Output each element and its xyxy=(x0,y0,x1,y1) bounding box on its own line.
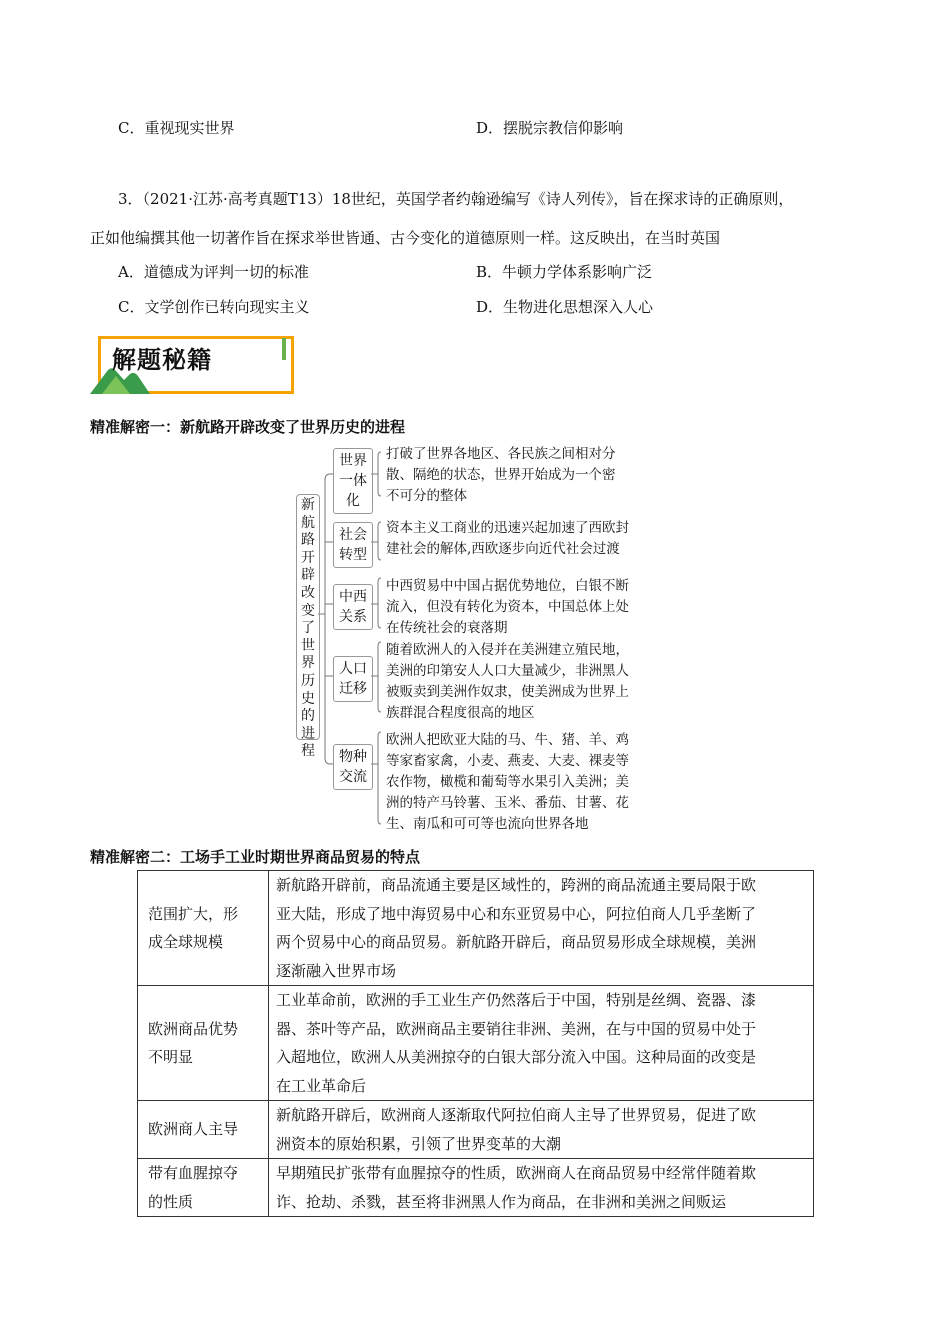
value-line: 逐渐融入世界市场 xyxy=(276,961,397,980)
banner-title: 解题秘籍 xyxy=(112,346,212,374)
row-value xyxy=(269,986,814,1101)
key-line: 欧洲商人主导 xyxy=(148,1120,239,1139)
detail-line: 建社会的解体,西欧逐步向近代社会过渡 xyxy=(386,541,620,557)
detail-line: 资本主义工商业的迅速兴起加速了西欧封 xyxy=(386,520,629,536)
question3-option-c: C．文学创作已转向现实主义 xyxy=(118,298,310,316)
detail-line: 在传统社会的衰落期 xyxy=(386,620,508,636)
section2-title: 精准解密二：工场手工业时期世界商品贸易的特点 xyxy=(90,848,421,866)
branch-detail xyxy=(386,576,661,639)
value-line: 在工业革命后 xyxy=(276,1076,367,1095)
trade-features-table xyxy=(137,870,814,1217)
banner-accent-bar xyxy=(282,338,286,360)
detail-line: 洲的特产马铃薯、玉米、番茄、甘薯、花 xyxy=(386,795,629,811)
mind-map xyxy=(292,444,662,834)
branch-label: 社会 转型 xyxy=(333,522,373,568)
option-c: C．重视现实世界 xyxy=(118,119,235,137)
value-line: 新航路开辟前，商品流通主要是区域性的，跨洲的商品流通主要局限于欧 xyxy=(276,876,757,894)
row-value xyxy=(269,1159,814,1217)
table-row xyxy=(138,1101,814,1159)
mind-map-root: 新 航 路 开 辟 改 变 了 世 界 历 史 的 进 程 xyxy=(296,494,320,740)
section-banner xyxy=(90,332,298,394)
table-row xyxy=(138,986,814,1101)
table-row xyxy=(138,1159,814,1217)
question3-option-a: A．道德成为评判一切的标准 xyxy=(118,263,309,281)
section1-title: 精准解密一：新航路开辟改变了世界历史的进程 xyxy=(90,418,406,436)
detail-line: 等家畜家禽，小麦、燕麦、大麦、裸麦等 xyxy=(386,753,629,769)
table-row xyxy=(138,871,814,986)
row-key xyxy=(138,1159,269,1217)
detail-line: 流入，但没有转化为资本，中国总体上处 xyxy=(386,599,629,615)
key-line: 的性质 xyxy=(148,1192,194,1211)
branch-detail xyxy=(386,518,661,560)
option-d: D．摆脱宗教信仰影响 xyxy=(476,119,624,137)
question3-stem-line1: 3．（2021·江苏·高考真题T13）18世纪，英国学者约翰逊编写《诗人列传》，旨在探求诗的正确原则， xyxy=(118,190,794,208)
key-line: 不明显 xyxy=(148,1048,194,1066)
value-line: 早期殖民扩张带有血腥掠夺的性质，欧洲商人在商品贸易中经常伴随着欺 xyxy=(276,1164,757,1182)
branch-label: 中西 关系 xyxy=(333,584,373,630)
row-key xyxy=(138,1101,269,1159)
value-line: 诈、抢劫、杀戮，甚至将非洲黑人作为商品，在非洲和美洲之间贩运 xyxy=(276,1192,727,1211)
detail-line: 散、隔绝的状态，世界开始成为一个密 xyxy=(386,467,616,483)
branch-label: 世界 一体 化 xyxy=(333,448,373,514)
detail-line: 农作物，橄榄和葡萄等水果引入美洲；美 xyxy=(386,774,629,790)
key-line: 带有血腥掠夺 xyxy=(148,1164,239,1182)
row-value xyxy=(269,1101,814,1159)
branch-detail xyxy=(386,444,661,507)
key-line: 范围扩大，形 xyxy=(148,904,239,923)
detail-line: 欧洲人把欧亚大陆的马、牛、猪、羊、鸡 xyxy=(386,732,629,748)
detail-line: 不可分的整体 xyxy=(386,488,467,504)
question3-option-d: D．生物进化思想深入人心 xyxy=(476,298,654,316)
detail-line: 生、南瓜和可可等也流向世界各地 xyxy=(386,816,589,832)
detail-line: 中西贸易中中国占据优势地位，白银不断 xyxy=(386,578,629,594)
value-line: 入超地位，欧洲人从美洲掠夺的白银大部分流入中国。这种局面的改变是 xyxy=(276,1048,757,1066)
branch-label: 人口 迁移 xyxy=(333,656,373,702)
row-key xyxy=(138,986,269,1101)
value-line: 工业革命前，欧洲的手工业生产仍然落后于中国，特别是丝绸、瓷器、漆 xyxy=(276,991,757,1009)
key-line: 欧洲商品优势 xyxy=(148,1019,239,1038)
detail-line: 随着欧洲人的入侵并在美洲建立殖民地， xyxy=(386,642,629,658)
value-line: 新航路开辟后，欧洲商人逐渐取代阿拉伯商人主导了世界贸易，促进了欧 xyxy=(276,1106,757,1124)
question3-option-b: B．牛顿力学体系影响广泛 xyxy=(476,263,653,281)
detail-line: 美洲的印第安人人口大量减少，非洲黑人 xyxy=(386,663,629,679)
row-value xyxy=(269,871,814,986)
value-line: 洲资本的原始积累，引领了世界变革的大潮 xyxy=(276,1134,562,1153)
branch-detail xyxy=(386,730,661,835)
branch-detail xyxy=(386,640,661,724)
value-line: 器、茶叶等产品，欧洲商品主要销往非洲、美洲，在与中国的贸易中处于 xyxy=(276,1019,757,1038)
branch-label: 物种 交流 xyxy=(333,744,373,790)
detail-line: 被贩卖到美洲作奴隶，使美洲成为世界上 xyxy=(386,684,629,700)
value-line: 两个贸易中心的商品贸易。新航路开辟后，商品贸易形成全球规模，美洲 xyxy=(276,933,757,951)
detail-line: 族群混合程度很高的地区 xyxy=(386,705,535,721)
key-line: 成全球规模 xyxy=(148,933,224,951)
question3-stem-line2: 正如他编撰其他一切著作旨在探求举世皆通、古今变化的道德原则一样。这反映出，在当时英国 xyxy=(90,229,721,247)
detail-line: 打破了世界各地区、各民族之间相对分 xyxy=(386,446,616,462)
value-line: 亚大陆，形成了地中海贸易中心和东亚贸易中心，阿拉伯商人几乎垄断了 xyxy=(276,904,757,923)
row-key xyxy=(138,871,269,986)
